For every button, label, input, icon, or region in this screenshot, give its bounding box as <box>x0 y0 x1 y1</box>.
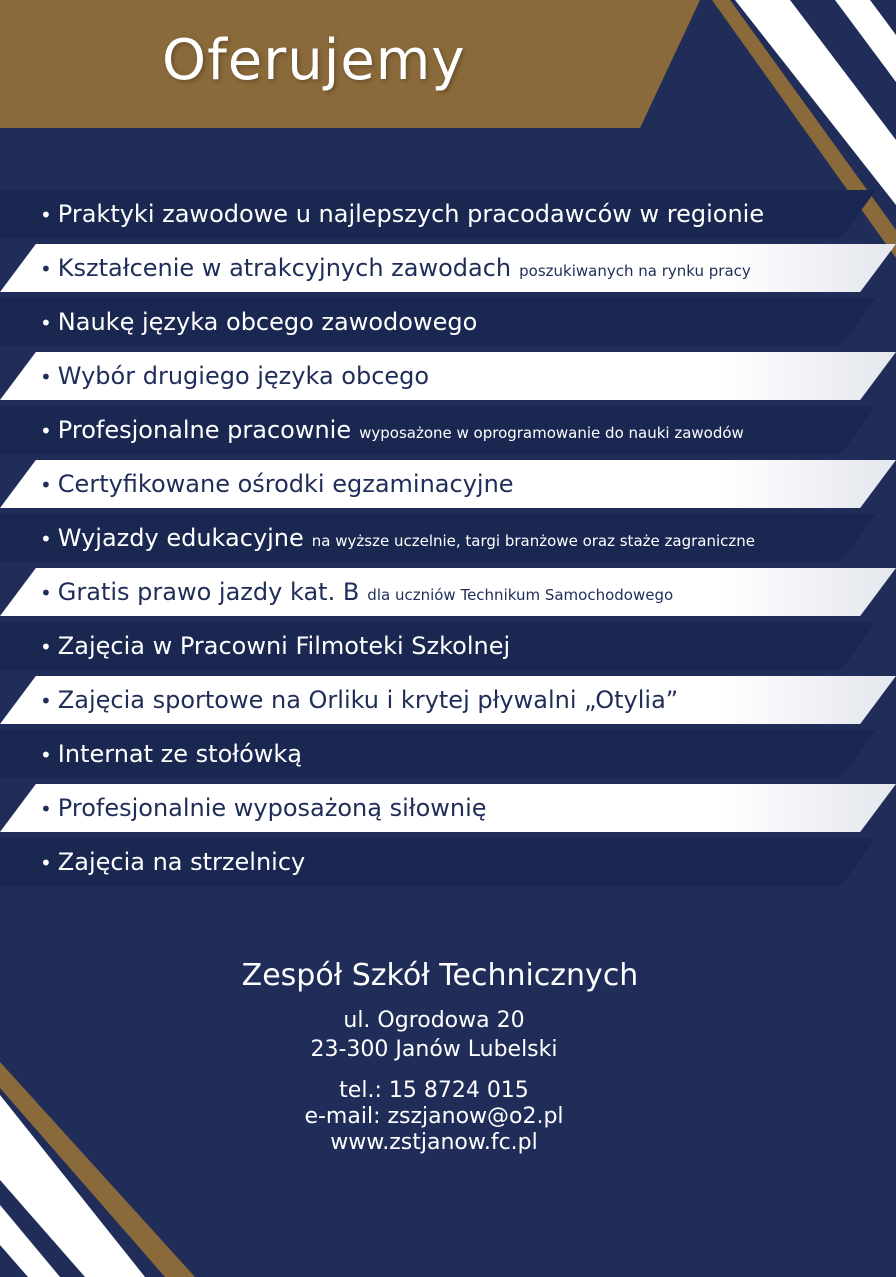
offer-item <box>0 457 896 511</box>
school-name: Zespół Szkół Technicznych <box>241 958 639 993</box>
bullet-icon: • <box>40 581 52 605</box>
bullet-icon: • <box>40 311 52 335</box>
offer-item <box>0 835 896 889</box>
offer-item <box>0 511 896 565</box>
offer-main-text: Internat ze stołówką <box>57 740 302 768</box>
offer-text <box>40 740 302 768</box>
page-title: Oferujemy <box>162 28 466 93</box>
offer-text <box>40 848 305 876</box>
offer-item <box>0 349 896 403</box>
offer-main-text: Wyjazdy edukacyjne <box>57 524 304 552</box>
offer-text <box>40 524 755 552</box>
top-right-white-stripe-2 <box>835 0 896 82</box>
offer-main-text: Profesjonalnie wyposażoną siłownię <box>57 794 487 822</box>
offer-list <box>0 187 896 889</box>
offer-item <box>0 673 896 727</box>
bullet-icon: • <box>40 473 52 497</box>
email-address: e-mail: zszjanow@o2.pl <box>304 1104 564 1129</box>
offer-sub-text: na wyższe uczelnie, targi branżowe oraz staże zagraniczne <box>311 532 755 550</box>
offer-text <box>40 200 764 228</box>
offer-main-text: Zajęcia sportowe na Orliku i krytej pływalni „Otylia” <box>57 686 679 714</box>
offer-text <box>40 794 487 822</box>
offer-main-text: Praktyki zawodowe u najlepszych pracodawców w regionie <box>57 200 765 228</box>
address-city: 23-300 Janów Lubelski <box>310 1037 558 1062</box>
offer-main-text: Kształcenie w atrakcyjnych zawodach <box>57 254 512 282</box>
offer-sub-text: wyposażone w oprogramowanie do nauki zawodów <box>359 424 744 442</box>
offer-item <box>0 241 896 295</box>
offer-item <box>0 295 896 349</box>
bullet-icon: • <box>40 851 52 875</box>
offer-main-text: Certyfikowane ośrodki egzaminacyjne <box>57 470 514 498</box>
bullet-icon: • <box>40 635 52 659</box>
bullet-icon: • <box>40 365 52 389</box>
offer-item <box>0 187 896 241</box>
offer-main-text: Zajęcia w Pracowni Filmoteki Szkolnej <box>57 632 511 660</box>
offer-main-text: Naukę języka obcego zawodowego <box>57 308 478 336</box>
bullet-icon: • <box>40 257 52 281</box>
offer-item <box>0 727 896 781</box>
offer-sub-text: dla uczniów Technikum Samochodowego <box>367 586 674 604</box>
address-street: ul. Ogrodowa 20 <box>343 1008 525 1033</box>
offer-main-text: Gratis prawo jazdy kat. B <box>57 578 360 606</box>
offer-item <box>0 781 896 835</box>
offer-item <box>0 619 896 673</box>
offer-main-text: Profesjonalne pracownie <box>57 416 352 444</box>
offer-text <box>40 416 744 444</box>
website-link[interactable]: www.zstjanow.fc.pl <box>330 1130 538 1155</box>
offer-text <box>40 578 673 606</box>
offer-text <box>40 470 514 498</box>
offer-sub-text: poszukiwanych na rynku pracy <box>519 262 751 280</box>
offer-text <box>40 308 477 336</box>
offer-text <box>40 362 429 390</box>
offer-text <box>40 632 510 660</box>
offer-text <box>40 254 751 282</box>
offer-item <box>0 565 896 619</box>
offer-text <box>40 686 678 714</box>
offer-main-text: Wybór drugiego języka obcego <box>57 362 430 390</box>
bullet-icon: • <box>40 203 52 227</box>
bullet-icon: • <box>40 419 52 443</box>
bullet-icon: • <box>40 743 52 767</box>
bullet-icon: • <box>40 527 52 551</box>
offer-main-text: Zajęcia na strzelnicy <box>57 848 306 876</box>
offer-item <box>0 403 896 457</box>
bullet-icon: • <box>40 797 52 821</box>
phone-number: tel.: 15 8724 015 <box>339 1078 529 1103</box>
bullet-icon: • <box>40 689 52 713</box>
